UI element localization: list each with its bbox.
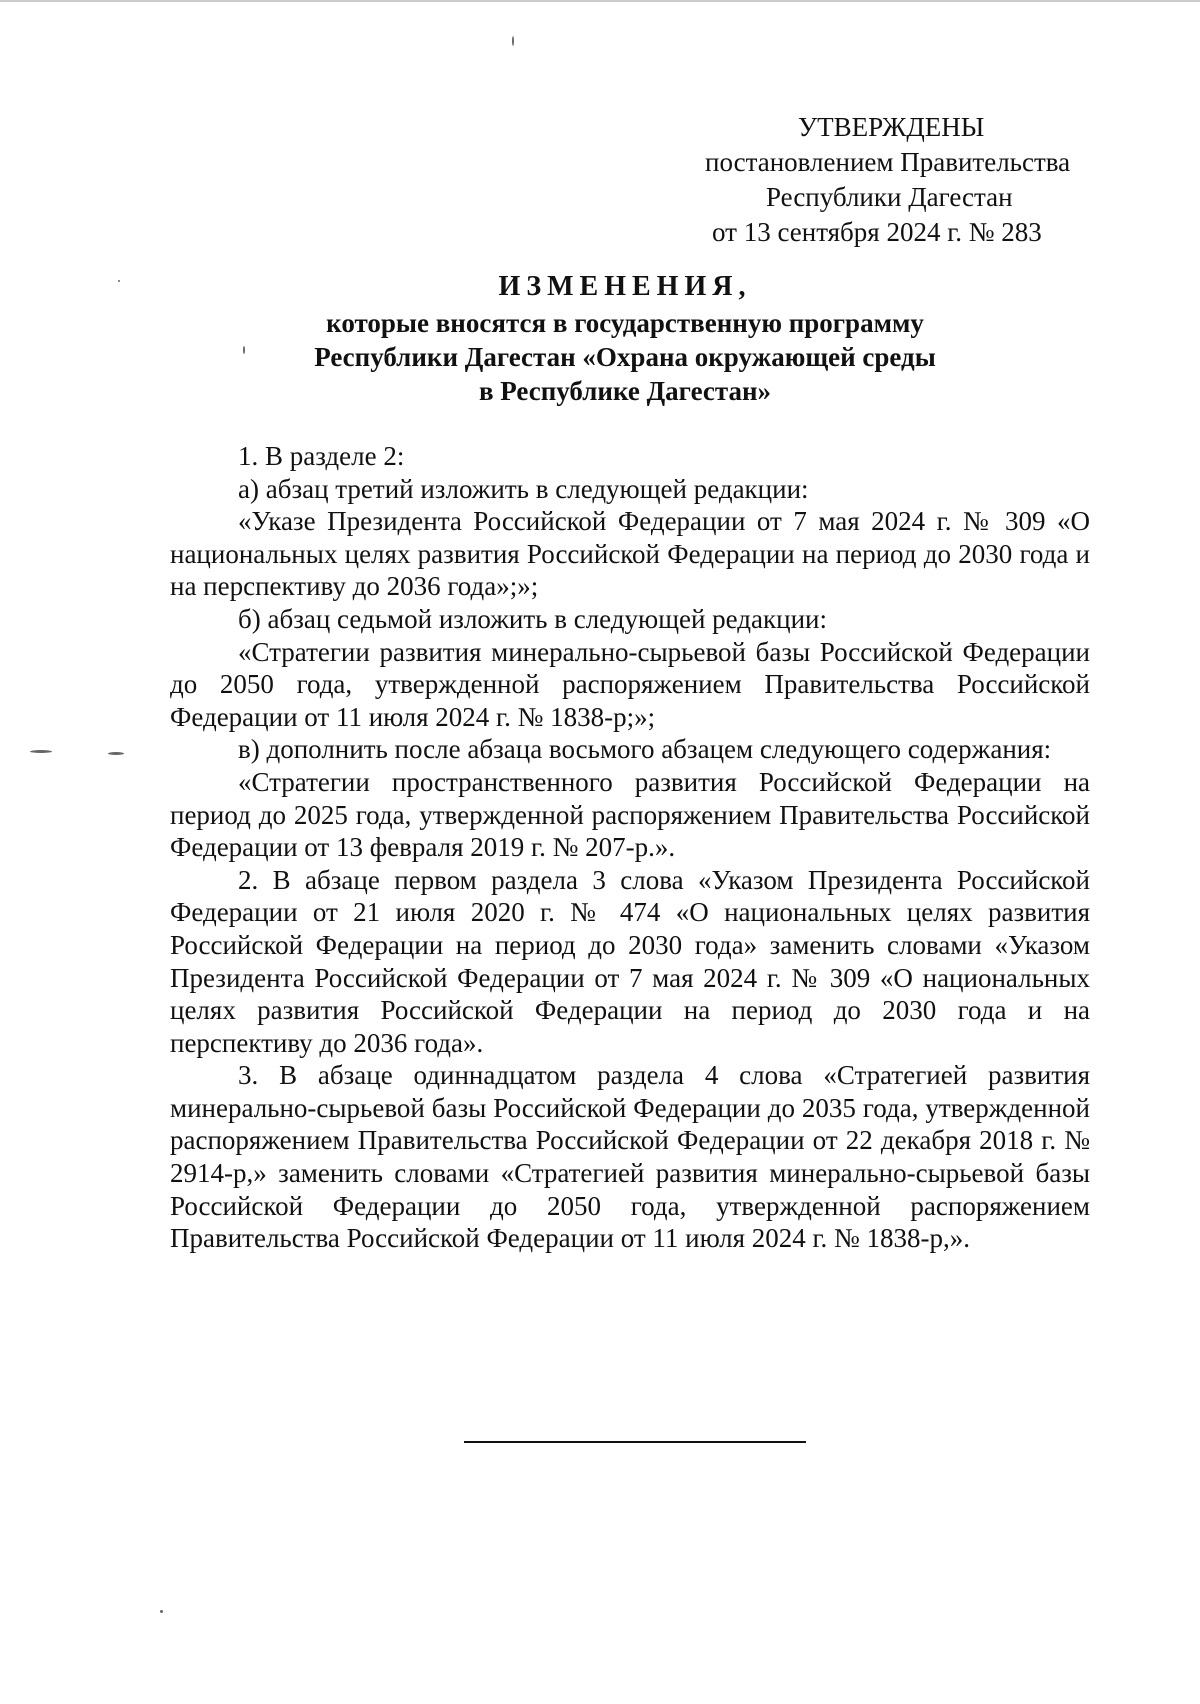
paragraph: «Указе Президента Российской Федерации от 7 мая 2024 г. № 309 «О национальных целях развития Российской Федерации на период до 2030 года и на перспективу до 2036 года»;»; xyxy=(170,506,1090,602)
scan-speck xyxy=(512,36,514,46)
approval-line: постановлением Правительства xyxy=(705,147,1071,177)
title-subline: которые вносятся в государственную программу xyxy=(326,308,924,338)
scan-speck xyxy=(108,752,124,755)
paragraph: 3. В абзаце одиннадцатом раздела 4 слова «Стратегией развития минерально-сырьевой базы Российской Федерации до 2035 года, утвержденной распоряжением Правительства Российской Федерации от 22 декабря 2018 г. № 2914-р,» заменить словами «Стратегией развития минерально-сырьевой базы Российской Федерации до 2050 года, утвержденной распоряжением Правительства Российской Федерации от 11 июля 2024 г. № 1838-р,». xyxy=(170,1060,1090,1254)
scan-speck xyxy=(160,1610,163,1613)
approval-line: Республики Дагестан xyxy=(766,182,1013,212)
paragraph: 2. В абзаце первом раздела 3 слова «Указом Президента Российской Федерации от 21 июля 2020 г. № 474 «О национальных целях развития Российской Федерации на период до 2030 года» заменить словами «Указом Президента Российской Федерации от 7 мая 2024 г. № 309 «О национальных целях развития Российской Федерации на период до 2030 года и на перспективу до 2036 года». xyxy=(170,864,1090,1058)
document-body xyxy=(170,440,1090,1255)
approval-date-number: от 13 сентября 2024 г. № 283 xyxy=(712,217,1042,247)
paragraph: 1. В разделе 2: xyxy=(238,441,405,471)
title-main: ИЗМЕНЕНИЯ, xyxy=(498,271,752,302)
paragraph: а) абзац третий изложить в следующей редакции: xyxy=(238,473,809,504)
scan-speck xyxy=(30,750,52,753)
paragraph: б) абзац седьмой изложить в следующей редакции: xyxy=(238,603,827,634)
approval-heading: УТВЕРЖДЕНЫ xyxy=(798,112,985,142)
scan-speck xyxy=(243,346,245,354)
document-title xyxy=(160,270,1090,408)
title-subline: в Республике Дагестан» xyxy=(478,376,772,406)
title-subline: Республики Дагестан «Охрана окружающей среды xyxy=(314,342,936,372)
approval-stamp xyxy=(690,110,1110,250)
scan-speck xyxy=(118,280,120,282)
scan-edge xyxy=(0,0,1200,2)
paragraph: «Стратегии пространственного развития Российской Федерации на период до 2025 года, утвержденной распоряжением Правительства Российской Федерации от 13 февраля 2019 г. № 207-р.». xyxy=(170,766,1090,863)
paragraph: в) дополнить после абзаца восьмого абзацем следующего содержания: xyxy=(238,734,1052,765)
closing-rule xyxy=(464,1441,806,1443)
paragraph: «Стратегии развития минерально-сырьевой базы Российской Федерации до 2050 года, утвержденной распоряжением Правительства Российской Федерации от 11 июля 2024 г. № 1838-р;»; xyxy=(170,636,1090,732)
